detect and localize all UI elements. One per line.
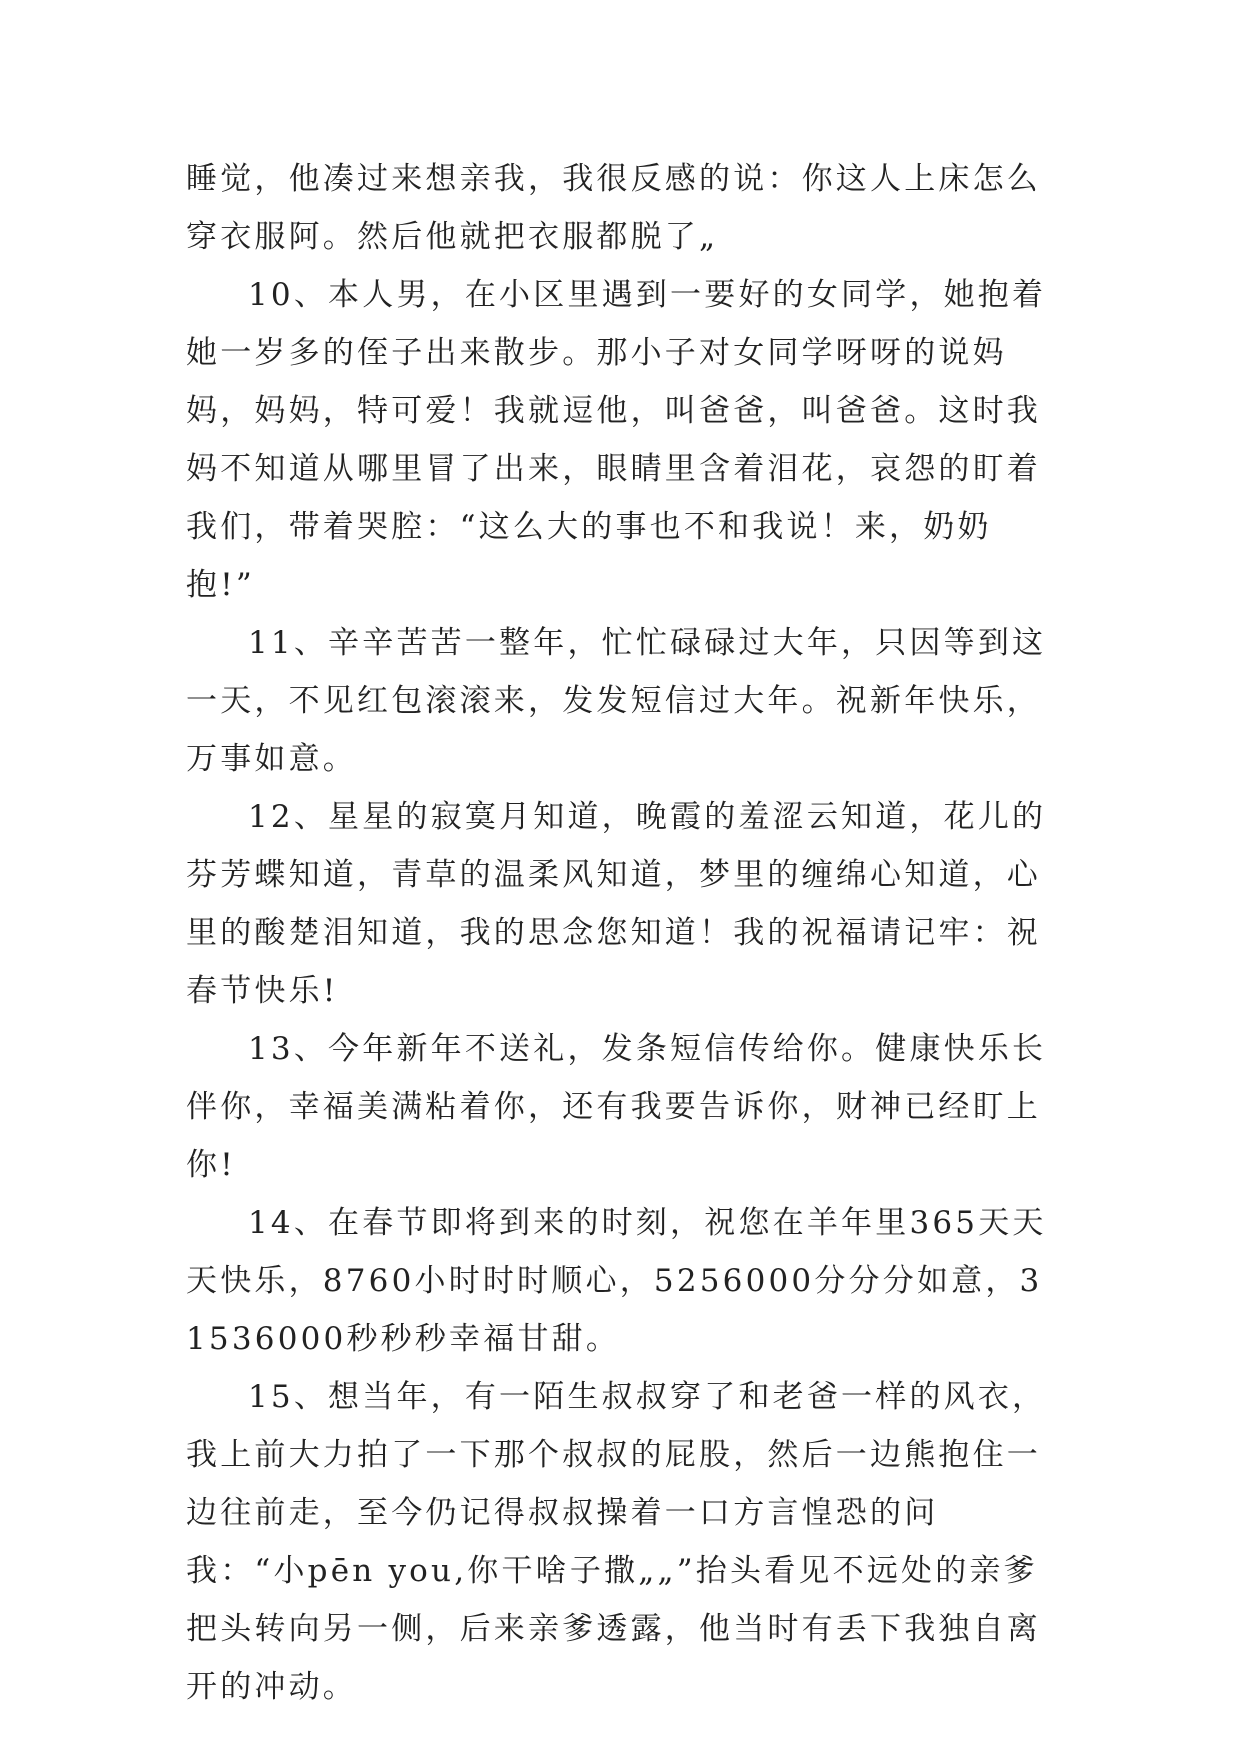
paragraph-item-13: 13、今年新年不送礼，发条短信传给你。健康快乐长伴你，幸福美满粘着你，还有我要告诉你，财神已经盯上你! (186, 1031, 1047, 1183)
paragraph-item-12: 12、星星的寂寞月知道，晚霞的羞涩云知道，花儿的芬芳蝶知道，青草的温柔风知道，梦里的缠绵心知道，心里的酸楚泪知道，我的思念您知道！我的祝福请记牢：祝春节快乐! (186, 799, 1047, 1009)
document-body (186, 150, 1055, 1716)
paragraph-continuation: 睡觉，他凑过来想亲我，我很反感的说：你这人上床怎么穿衣服阿。然后他就把衣服都脱了„ (186, 161, 1041, 255)
paragraph-item-11: 11、辛辛苦苦一整年，忙忙碌碌过大年，只因等到这一天，不见红包滚滚来，发发短信过大年。祝新年快乐，万事如意。 (186, 625, 1047, 777)
paragraph-item-14: 14、在春节即将到来的时刻，祝您在羊年里365天天天快乐，8760小时时时顺心，5256000分分分如意，31536000秒秒秒幸福甘甜。 (186, 1205, 1047, 1357)
paragraph-item-10: 10、本人男，在小区里遇到一要好的女同学，她抱着她一岁多的侄子出来散步。那小子对女同学呀呀的说妈妈，妈妈，特可爱！我就逗他，叫爸爸，叫爸爸。这时我妈不知道从哪里冒了出来，眼睛里含着泪花，哀怨的盯着我们，带着哭腔：“这么大的事也不和我说！来，奶奶抱!” (186, 277, 1047, 603)
paragraph-item-15: 15、想当年，有一陌生叔叔穿了和老爸一样的风衣，我上前大力拍了一下那个叔叔的屁股，然后一边熊抱住一边往前走，至今仍记得叔叔操着一口方言惶恐的问我：“小pēn you,你干啥子撒„„”抬头看见不远处的亲爹把头转向另一侧，后来亲爹透露，他当时有丢下我独自离开的冲动。 (186, 1379, 1047, 1705)
